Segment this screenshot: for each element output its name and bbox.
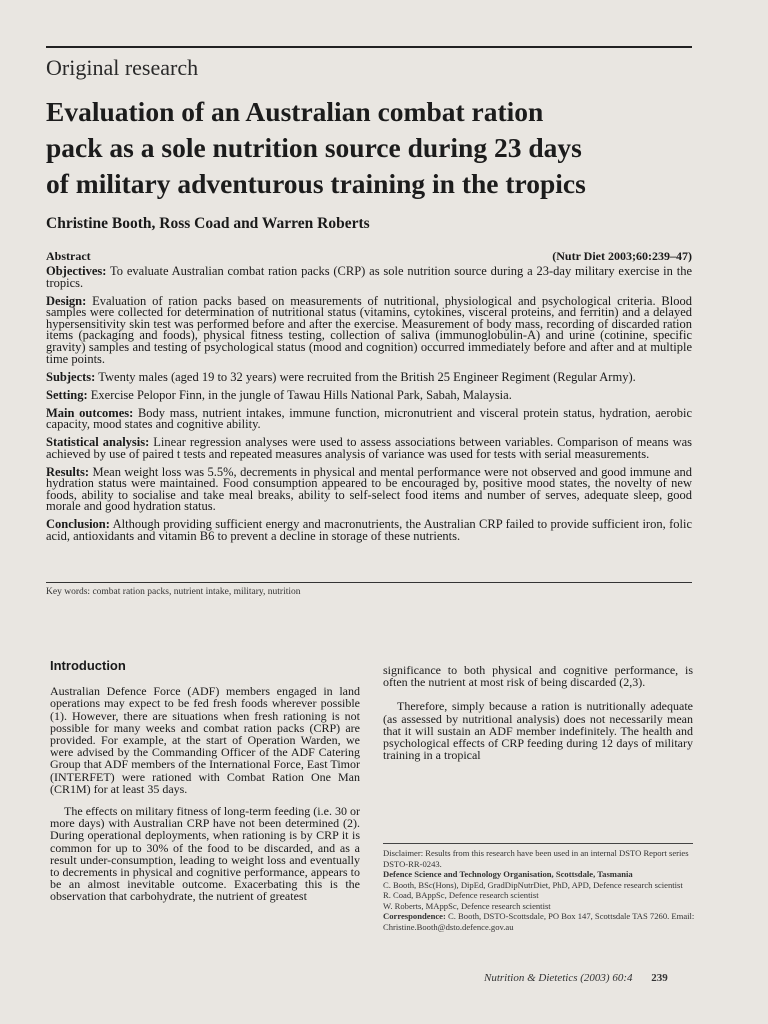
author-credential: W. Roberts, MAppSc, Defence research scientist	[383, 900, 551, 911]
abstract-label: Abstract	[46, 249, 91, 263]
affiliation: Defence Science and Technology Organisation, Scottsdale, Tasmania	[383, 869, 633, 879]
journal-reference: Nutrition & Dietetics (2003) 60:4	[484, 972, 633, 984]
left-column	[50, 660, 360, 903]
page-number: 239	[651, 972, 668, 984]
article-title	[46, 94, 706, 202]
footnote-rule	[383, 843, 693, 844]
abstract-rule	[46, 582, 692, 583]
body-paragraph: Therefore, simply because a ration is nutritionally adequate (as assessed by nutritional analysis) does not necessarily mean that it will sustain an ADF member indefinitely. The health and psychological effects of CRP feeding during 12 days of military training in a tropical	[383, 699, 693, 763]
abstract-subjects: Subjects: Twenty males (aged 19 to 32 years) were recruited from the British 25 Engineer Regiment (Regular Army).	[46, 369, 636, 384]
abstract-setting: Setting: Exercise Pelopor Finn, in the jungle of Tawau Hills National Park, Sabah, Malaysia.	[46, 387, 512, 402]
title-line: of military adventurous training in the tropics	[46, 168, 586, 199]
author-credential: R. Coad, BAppSc, Defence research scientist	[383, 890, 539, 900]
footnotes	[383, 848, 698, 932]
abstract-results: Results: Mean weight loss was 5.5%, decrements in physical and mental performance were not observed and good immune and hydration status were maintained. Food consumption appeared to be encouraged by, positive mood states, the novelty of new foods, ability to socialise and take meal breaks, ability to self-select food items and number of serves, adequate sleep, good morale and good hydration status.	[46, 464, 693, 514]
author-list: Christine Booth, Ross Coad and Warren Roberts	[46, 215, 370, 232]
introduction-heading: Introduction	[50, 658, 126, 673]
abstract-design: Design: Evaluation of ration packs based on measurements of nutritional, physiological and psychological criteria. Blood samples were collected for determination of nutritional status (vitamins, cytokines, visceral proteins, and ferritin) and a delayed hypersensitivity skin test was performed before and after the exercise. Measurement of body mass, recording of discarded ration items (packaging and foods), physical fitness testing, collection of saliva (immunoglobulin-A) and urine (cotinine, specific gravity) samples and testing of psychological status (mood and cognition) occurred immediately before and after and at multiple time points.	[46, 293, 692, 366]
author-credential: C. Booth, BSc(Hons), DipEd, GradDipNutrDiet, PhD, APD, Defence research scientist	[383, 879, 683, 890]
correspondence: Correspondence: C. Booth, DSTO-Scottsdale, PO Box 147, Scottsdale TAS 7260. Email: Christine.Booth@dsto.defence.gov.au	[383, 911, 695, 932]
top-rule	[46, 46, 692, 48]
right-column	[383, 664, 693, 761]
section-label: Original research	[46, 55, 199, 80]
abstract-conclusion: Conclusion: Although providing sufficient energy and macronutrients, the Australian CRP failed to provide sufficient iron, folic acid, antioxidants and vitamin B6 to prevent a decline in storage of these nutrients.	[46, 517, 693, 544]
title-line: pack as a sole nutrition source during 23 days	[46, 132, 582, 163]
abstract-objectives: Objectives: To evaluate Australian combat ration packs (CRP) as sole nutrition source during a 23-day military exercise in the tropics.	[46, 264, 692, 290]
keywords: Key words: combat ration packs, nutrient intake, military, nutrition	[46, 587, 301, 597]
citation: (Nutr Diet 2003;60:239–47)	[552, 249, 692, 263]
abstract-main-outcomes: Main outcomes: Body mass, nutrient intakes, immune function, micronutrient and visceral protein status, hydration, aerobic capacity, mood states and cognitive ability.	[46, 405, 693, 432]
page-footer	[484, 972, 668, 984]
body-paragraph: The effects on military fitness of long-term feeding (i.e. 30 or more days) with Australian CRP have not been determined (2). During operational deployments, when rationing is by CRP it is common for up to 30% of the food to be discarded, and as a result under-consumption, leading to weight loss and eventually to decrements in physical and cognitive performance, appears to be an almost inevitable outcome. Exacerbating this is the observation that carbohydrate, the nutrient of greatest	[50, 804, 360, 904]
title-line: Evaluation of an Australian combat ration	[46, 96, 544, 127]
disclaimer: Disclaimer: Results from this research have been used in an internal DSTO Report series DSTO-RR-0243.	[383, 848, 689, 869]
body-paragraph: Australian Defence Force (ADF) members engaged in land operations may expect to be fed fresh foods wherever possible (1). However, there are situations when fresh rationing is not possible for many weeks and combat ration packs (CRP) are provided. For example, at the start of Operation Warden, we were advised by the Commanding Officer of the ADF Catering Group that ADF members of the International Force, East Timor (INTERFET) were rationed with Combat Ration One Man (CR1M) for at least 35 days.	[50, 684, 360, 796]
body-paragraph: significance to both physical and cognitive performance, is often the nutrient at most risk of being discarded (2,3).	[383, 663, 693, 690]
abstract-statistical-analysis: Statistical analysis: Linear regression analyses were used to assess associations between variables. Comparison of means was achieved by use of paired t tests and repeated measures analysis of variance was used for tests with serial measurements.	[46, 435, 693, 461]
abstract-body	[46, 266, 692, 549]
